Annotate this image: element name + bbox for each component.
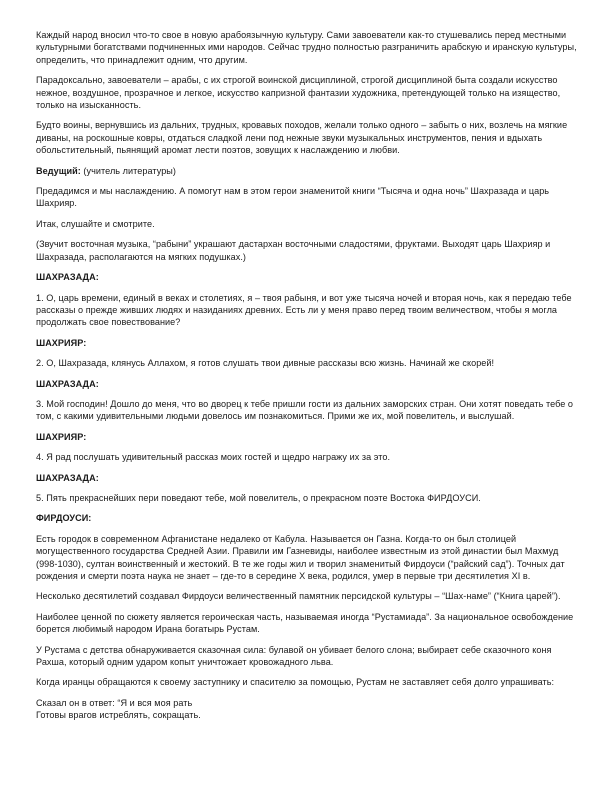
section-heading-firdousi: ФИРДОУСИ: <box>36 513 92 524</box>
paragraph-host <box>36 165 581 177</box>
verse-line-2: Готовы врагов истреблять, сокращать. <box>36 710 201 721</box>
paragraph-shahname: Несколько десятилетий создавал Фирдоуси величественный памятник персидской культуры – “Шах-наме” (“Книга царей”). <box>36 591 561 602</box>
speaker-heading: ШАХРИЯР: <box>36 337 87 348</box>
speech-3: 3. Мой господин! Дошло до меня, что во дворец к тебе пришли гости из дальних заморских стран. Они хотят поведать тебе о том, с какими удивительными людьми довелось им познакомиться. Прими же их, мой повелитель, и выслушай. <box>36 398 574 422</box>
speech-5: 5. Пять прекраснейших пери поведают тебе, мой повелитель, о прекрасном поэте Востока ФИРДОУСИ. <box>36 492 481 503</box>
paragraph-intro: Каждый народ вносил что-то свое в новую арабоязычную культуру. Сами завоеватели как-то стушевались перед местными культурными богатствами подчиненных ими народов. Сейчас трудно полностью разграничить арабскую и иранскую культуры, определить, что принадлежит одним, что другим. <box>36 30 577 65</box>
paragraph-warriors: Будто воины, вернувшись из дальних, трудных, кровавых походов, желали только одного – забыть о них, возлечь на мягкие диваны, на роскошные ковры, отдаться сладкой лени под нежные звуки музыкальных инструментов, пения и вдыхать обольстительный, пьянящий аромат лести поэтов, зовущих к наслаждению и любви. <box>36 120 568 156</box>
paragraph-iranians: Когда иранцы обращаются к своему заступнику и спасителю за помощью, Рустам не заставляет себя долго упрашивать: <box>36 677 555 688</box>
paragraph-rustamiada: Наиболее ценной по сюжету является героическая часть, называемая иногда “Рустамиада”. За национальное освобождение борется любимый народом Ирана богатырь Рустам. <box>36 611 574 635</box>
paragraph-host-speech: Предадимся и мы наслаждению. А помогут нам в этом герои знаменитой книги “Тысяча и одна ночь” Шахразада и царь Шахрияр. <box>36 186 550 209</box>
paragraph-paradox: Парадоксально, завоеватели – арабы, с их строгой воинской дисциплиной, строгой дисциплиной быта создали искусство нежное, воздушное, прозрачное и легкое, искусство капризной фантазии художника, претендующей только на изящество, только на изысканность. <box>36 75 561 111</box>
speech-2: 2. О, Шахразада, клянусь Аллахом, я готов слушать твои дивные рассказы всю жизнь. Начинай же скорей! <box>36 358 495 369</box>
speaker-heading: ШАХРАЗАДА: <box>36 378 99 389</box>
speaker-heading: ШАХРИЯР: <box>36 431 87 442</box>
paragraph-listen: Итак, слушайте и смотрите. <box>36 218 155 229</box>
speech-1: 1. О, царь времени, единый в веках и столетиях, я – твоя рабыня, и вот уже тысяча ночей и вторая ночь, как я передаю тебе рассказы о прежде живших людях и назиданиях древних. Есть ли у меня право перед твоим величеством, чтобы я могла продолжать свое повествование? <box>36 292 572 328</box>
host-role: (учитель литературы) <box>80 165 176 176</box>
paragraph-stage-direction: (Звучит восточная музыка, “рабыни” украшают дастархан восточными сладостями, фруктами. Выходят царь Шахрияр и Шахразада, располагаются на мягких подушках.) <box>36 239 551 262</box>
verse-line-1: Сказал он в ответ: “Я и вся моя рать <box>36 697 193 708</box>
speaker-heading: ШАХРАЗАДА: <box>36 272 99 283</box>
paragraph-rustam-childhood: У Рустама с детства обнаруживается сказочная сила: булавой он убивает белого слона; выбирает себе сказочного коня Рахша, который одним ударом копыт уничтожает кровожадного льва. <box>36 644 552 668</box>
speech-4: 4. Я рад послушать удивительный рассказ моих гостей и щедро награжу их за это. <box>36 452 391 463</box>
host-label: Ведущий: <box>36 165 81 176</box>
paragraph-gazna: Есть городок в современном Афганистане недалеко от Кабула. Называется он Газна. Когда-то он был столицей могущественного государства Средней Азии. Правили им Газневиды, наиболее известным из этой династии был Махмуд (998-1030), султан воинственный и жестокий. В те же годы жил и творил знаменитый Фирдоуси (“райский сад”). Точных дат рождения и смерти поэта наука не знает – где-то в середине X века, родился, умер в первые три десятилетия XI в. <box>36 533 565 581</box>
document-body <box>36 29 581 722</box>
speaker-heading: ШАХРАЗАДА: <box>36 472 99 483</box>
